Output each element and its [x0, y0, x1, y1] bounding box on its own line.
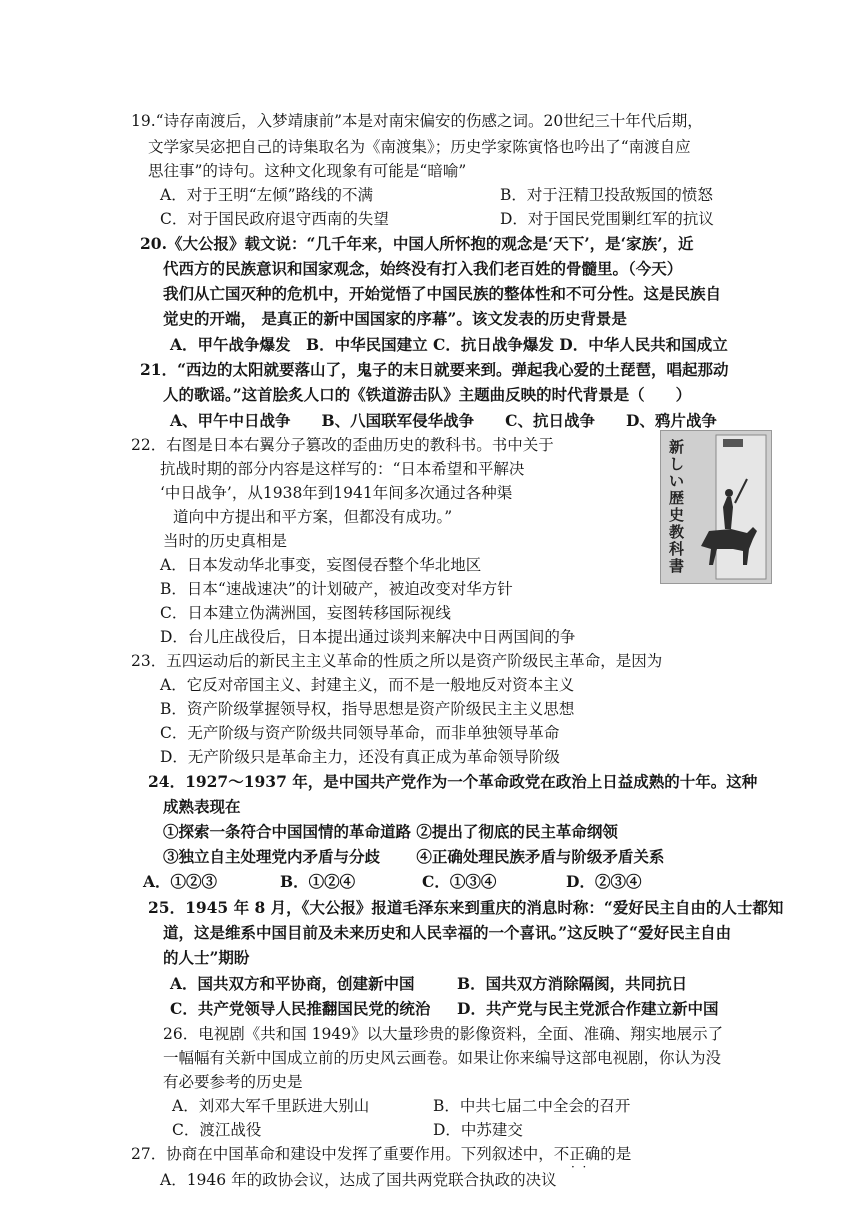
q19-option-b: B．对于汪精卫投敌叛国的愤怒 [500, 186, 713, 204]
q25-option-d: D．共产党与民主党派合作建立新中国 [457, 999, 719, 1018]
q19-option-c: C．对于国民政府退守西南的失望 [160, 210, 389, 228]
q20-options: A．甲午战争爆发 B．中华民国建立 C．抗日战争爆发 D．中华人民共和国成立 [170, 335, 728, 354]
q23-line-1: 23．五四运动后的新民主主义革命的性质之所以是资产阶级民主革命，是因为 [131, 652, 663, 670]
q24-option-d: D．②③④ [566, 872, 642, 891]
q20-line-4: 觉史的开端， 是真正的新中国国家的序幕”。该文发表的历史背景是 [163, 309, 627, 328]
q24-line-3: ①探索一条符合中国国情的革命道路 ②提出了彻底的民主革命纲领 [163, 822, 618, 841]
q27-line-1: 27．协商在中国革命和建设中发挥了重要作用。下列叙述中，不正确的是 [131, 1145, 632, 1163]
q25-option-a: A．国共双方和平协商，创建新中国 [170, 974, 415, 993]
q19-line-3: 思往事”的诗句。这种文化现象有可能是“暗喻” [148, 162, 467, 180]
q24-option-b: B．①②④ [280, 872, 356, 891]
q23-option-b: B．资产阶级掌握领导权，指导思想是资产阶级民主主义思想 [160, 700, 575, 718]
q19-option-a: A．对于王明“左倾”路线的不满 [160, 186, 374, 204]
q22-option-a: A．日本发动华北事变，妄图侵吞整个华北地区 [160, 556, 482, 574]
q20-line-3: 我们从亡国灭种的危机中，开始觉悟了中国民族的整体性和不可分性。这是民族自 [163, 284, 722, 303]
q25-option-b: B．国共双方消除隔阂，共同抗日 [457, 974, 688, 993]
q25-line-3: 的人士”期盼 [163, 948, 250, 967]
q26-line-1: 26．电视剧《共和国 1949》以大量珍贵的影像资料，全面、准确、翔实地展示了 [163, 1025, 724, 1043]
q26-option-b: B．中共七届二中全会的召开 [433, 1097, 631, 1115]
q22-line-5: 当时的历史真相是 [163, 532, 288, 550]
q22-option-b: B．日本“速战速决”的计划破产，被迫改变对华方针 [160, 580, 513, 598]
q24-option-a: A．①②③ [143, 872, 218, 891]
textbook-title: 新しい歴史教科書 [669, 438, 685, 575]
q26-line-2: 一幅幅有关新中国成立前的历史风云画卷。如果让你来编导这部电视剧，你认为没 [163, 1049, 722, 1067]
q19-line-2: 文学家吴宓把自己的诗集取名为《南渡集》；历史学家陈寅恪也吟出了“南渡自应 [148, 138, 691, 156]
q21-options: A、甲午中日战争 B、八国联军侵华战争 C、抗日战争 D、鸦片战争 [170, 411, 717, 430]
q23-option-d: D．无产阶级只是革命主力，还没有真正成为革命领导阶级 [160, 748, 560, 766]
q22-line-1: 22．右图是日本右翼分子篡改的歪曲历史的教科书。书中关于 [131, 436, 554, 454]
q21-line-2: 人的歌谣。”这首脍炙人口的《铁道游击队》主题曲反映的时代背景是（ ） [163, 385, 692, 404]
emphasis-dots: · · [571, 1160, 587, 1174]
q27-option-a: A．1946 年的政协会议，达成了国共两党联合执政的决议 [160, 1171, 557, 1189]
q25-option-c: C．共产党领导人民推翻国民党的统治 [170, 999, 431, 1018]
q26-option-c: C．渡江战役 [172, 1121, 262, 1139]
q22-line-3: ‘中日战争’，从1938年到1941年间多次通过各种渠 [160, 484, 513, 502]
q24-option-c: C．①③④ [422, 872, 497, 891]
q24-line-2: 成熟表现在 [163, 797, 241, 816]
q24-line-1: 24．1927～1937 年，是中国共产党作为一个革命政党在政治上日益成熟的十年。这种 [148, 772, 758, 791]
q19-option-d: D．对于国民党围剿红军的抗议 [500, 210, 714, 228]
q25-line-1: 25．1945 年 8 月，《大公报》报道毛泽东来到重庆的消息时称：“爱好民主自由的人士都知 [148, 898, 784, 917]
q23-option-c: C．无产阶级与资产阶级共同领导革命，而非单独领导革命 [160, 724, 560, 742]
q24-line-4: ③独立自主处理党内矛盾与分歧 ④正确处理民族矛盾与阶级矛盾关系 [163, 847, 665, 866]
q20-line-1: 20.《大公报》载文说：“几千年来，中国人所怀抱的观念是‘天下’，是‘家族’，近 [140, 234, 694, 253]
q22-line-4: 道向中方提出和平方案，但都没有成功。” [173, 508, 453, 526]
q23-option-a: A．它反对帝国主义、封建主义，而不是一般地反对资本主义 [160, 676, 575, 694]
q21-line-1: 21．“西边的太阳就要落山了，鬼子的末日就要来到。弹起我心爱的土琵琶，唱起那动 [140, 360, 729, 379]
q26-option-d: D．中苏建交 [433, 1121, 523, 1139]
q19-line-1: 19.“诗存南渡后，入梦靖康前”本是对南宋偏安的伤感之词。20世纪三十年代后期， [131, 112, 703, 130]
q25-line-2: 道，这是维系中国目前及未来历史和人民幸福的一个喜讯。”这反映了“爱好民主自由 [163, 923, 732, 942]
q26-line-3: 有必要参考的历史是 [163, 1073, 303, 1091]
textbook-cover-image [660, 430, 772, 584]
q22-line-2: 抗战时期的部分内容是这样写的：“日本希望和平解决 [160, 460, 525, 478]
q22-option-d: D．台儿庄战役后，日本提出通过谈判来解决中日两国间的争 [160, 628, 576, 646]
q26-option-a: A．刘邓大军千里跃进大别山 [172, 1097, 370, 1115]
q20-line-2: 代西方的民族意识和国家观念，始终没有打入我们老百姓的骨髓里。（今天） [163, 259, 683, 278]
q22-option-c: C．日本建立伪满洲国，妄图转移国际视线 [160, 604, 451, 622]
